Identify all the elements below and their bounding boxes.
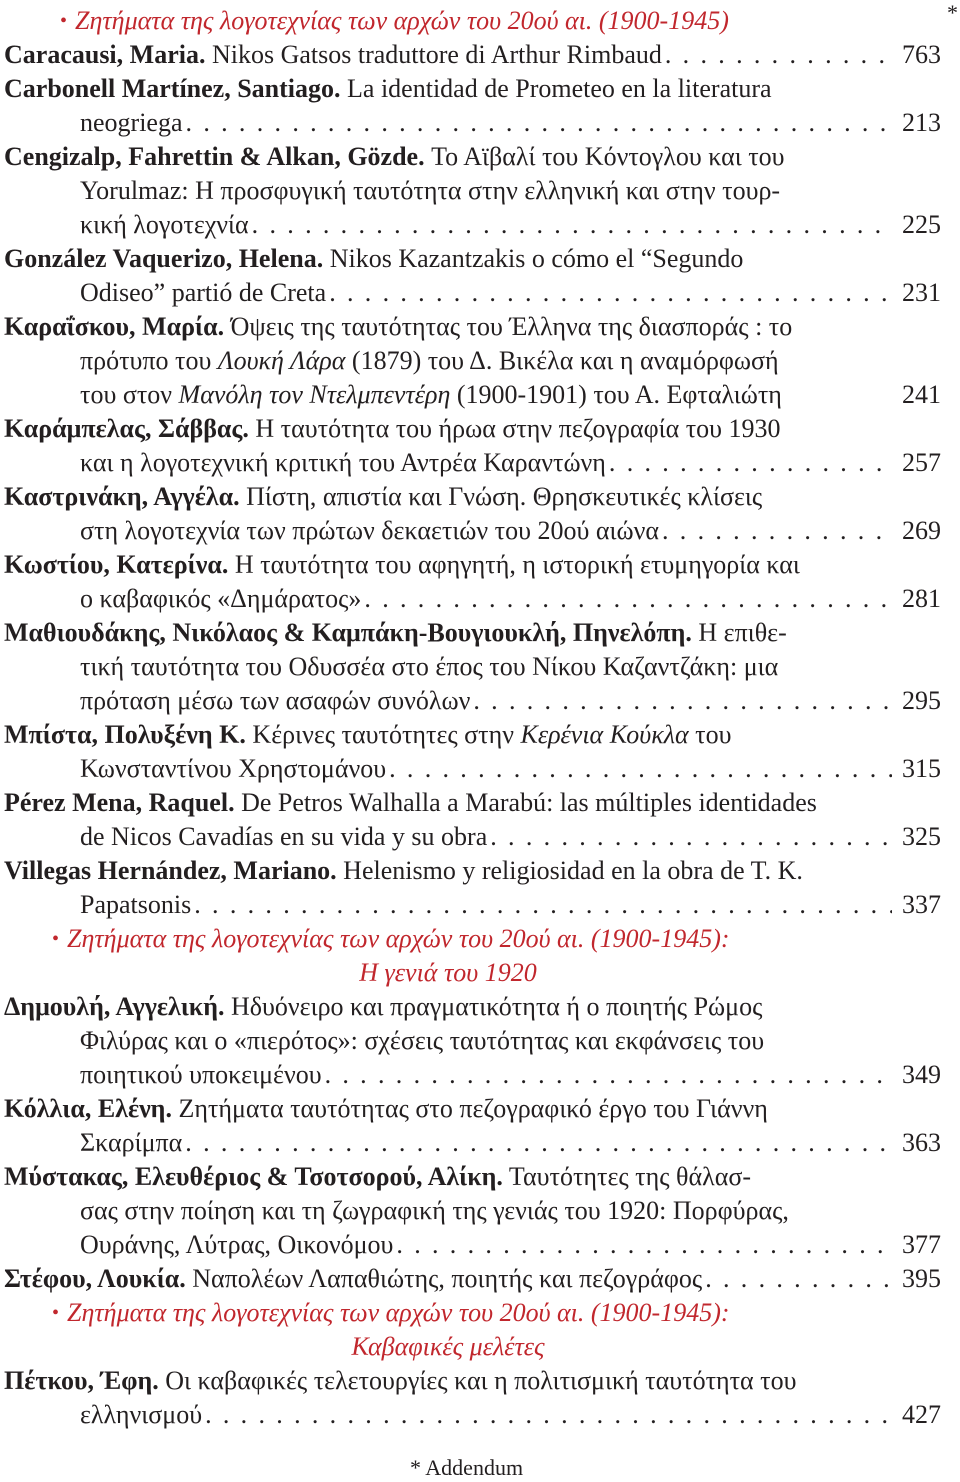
toc-entry-continuation (4, 820, 892, 854)
toc-entry-continuation (4, 344, 892, 378)
title-text: Σκαρίμπα (80, 1128, 183, 1157)
bullet-icon: • (60, 10, 68, 32)
section-subheading (4, 956, 892, 990)
author-name: Δημουλή, Αγγελική. (4, 992, 225, 1021)
author-name: Pérez Mena, Raquel. (4, 788, 235, 817)
entry-text (4, 1262, 702, 1296)
entry-text (80, 380, 782, 409)
toc-entry (4, 242, 892, 276)
entry-text (80, 176, 780, 205)
author-name: Μπίστα, Πολυξένη Κ. (4, 720, 246, 749)
addendum-marker: * (947, 0, 958, 25)
title-text: Nikos Kazantzakis o cómo el “Segundo (323, 244, 744, 273)
entry-text (80, 446, 606, 480)
entry-text (4, 618, 787, 647)
title-text: πρόταση μέσω των ασαφών συνόλων (80, 686, 471, 715)
entry-text (4, 1094, 768, 1123)
dot-leader (606, 446, 892, 480)
toc-entry-continuation (4, 1398, 892, 1432)
toc-entry-continuation (4, 684, 892, 718)
page-number: 325 (902, 822, 941, 851)
dot-leader (702, 1262, 892, 1296)
dot-leader (393, 1228, 892, 1262)
toc-entry-continuation (4, 752, 892, 786)
entry-text (4, 414, 781, 443)
section-heading-text: Ζητήματα της λογοτεχνίας των αρχών του 20ού αι. (1900-1945): (67, 924, 730, 953)
title-text: Η ταυτότητα του ήρωα στην πεζογραφία του 1930 (248, 414, 781, 443)
author-name: Καραΐσκου, Μαρία. (4, 312, 225, 341)
title-text: Η ταυτότητα του αφηγητή, η ιστορική ετυμηγορία και (228, 550, 800, 579)
title-text: Ναπολέων Λαπαθιώτης, ποιητής και πεζογράφος (185, 1264, 703, 1293)
title-text: La identidad de Prometeo en la literatura (340, 74, 772, 103)
title-text: του στον (80, 380, 179, 409)
dot-leader (662, 38, 892, 72)
entry-text (4, 992, 762, 1021)
entry-text (4, 142, 785, 171)
title-text: Yorulmaz: Η προσφυγική ταυτότητα στην ελληνική και στην τουρ- (80, 176, 781, 205)
toc-entry (4, 38, 892, 72)
title-text: Το Αϊβαλί του Κόντογλου και του (424, 142, 785, 171)
page-number: 363 (902, 1128, 941, 1157)
dot-leader (191, 888, 892, 922)
title-text: Κέρινες ταυτότητες στην (245, 720, 521, 749)
entry-text (80, 1196, 789, 1225)
author-name: Καστρινάκη, Αγγέλα. (4, 482, 240, 511)
toc-entry-continuation (4, 1024, 892, 1058)
table-of-contents (4, 4, 892, 1432)
toc-entry-continuation (4, 208, 892, 242)
title-text: ο καβαφικός «Δημάρατος» (80, 584, 362, 613)
author-name: Κόλλια, Ελένη. (4, 1094, 172, 1123)
title-text: (1879) του Δ. Βικέλα και η αναμόρφωσή (345, 346, 779, 375)
title-text: Nikos Gatsos traduttore di Arthur Rimbaud (205, 40, 662, 69)
page-number: 315 (902, 754, 941, 783)
dot-leader (183, 106, 892, 140)
toc-entry (4, 1092, 892, 1126)
section-heading (4, 4, 892, 38)
dot-leader (487, 820, 892, 854)
section-subheading-text: Η γενιά του 1920 (359, 958, 537, 987)
author-name: Caracausi, Maria. (4, 40, 206, 69)
entry-text (4, 788, 817, 817)
author-name: Πέτκου, Έφη. (4, 1366, 159, 1395)
title-text: κική λογοτεχνία (80, 210, 249, 239)
dot-leader (202, 1398, 892, 1432)
author-name: Στέφου, Λουκία. (4, 1264, 186, 1293)
page-number: 295 (902, 686, 941, 715)
title-text: τική ταυτότητα του Οδυσσέα στο έπος του Νίκου Καζαντζάκη: μια (80, 652, 779, 681)
entry-text (80, 346, 779, 375)
page-number: 377 (902, 1230, 941, 1259)
title-text: ελληνισμού (80, 1400, 203, 1429)
entry-text (80, 752, 386, 786)
toc-entry (4, 718, 892, 752)
page-number: 231 (902, 278, 941, 307)
page-number: 763 (902, 40, 941, 69)
page-number: 395 (902, 1264, 941, 1293)
footnote-addendum: * Addendum (410, 1455, 524, 1480)
page-number: 427 (902, 1400, 941, 1429)
toc-entry (4, 72, 892, 106)
dot-leader (361, 582, 892, 616)
title-text: Papatsonis (80, 890, 192, 919)
title-text: Κωνσταντίνου Χρηστομάνου (80, 754, 387, 783)
title-text: Οι καβαφικές τελετουργίες και η πολιτισμική ταυτότητα του (158, 1366, 797, 1395)
author-name: Carbonell Martínez, Santiago. (4, 74, 341, 103)
bullet-icon: • (52, 928, 60, 950)
title-text: ποιητικού υποκειμένου (80, 1060, 322, 1089)
page-number: 337 (902, 890, 941, 919)
entry-text (80, 820, 487, 854)
entry-text (4, 74, 772, 103)
title-text: neogriega (80, 108, 183, 137)
toc-entry (4, 1364, 892, 1398)
toc-entry-continuation (4, 1058, 892, 1092)
entry-text (4, 856, 803, 885)
section-heading-text: Ζητήματα της λογοτεχνίας των αρχών του 20ού αι. (1900-1945) (75, 6, 729, 35)
entry-text (80, 1398, 202, 1432)
toc-entry (4, 1262, 892, 1296)
author-name: Μύστακας, Ελευθέριος & Τσοτσορού, Αλίκη. (4, 1162, 503, 1191)
toc-entry-continuation (4, 582, 892, 616)
dot-leader (659, 514, 892, 548)
toc-entry-continuation (4, 378, 892, 412)
title-text: Odiseo” partió de Creta (80, 278, 327, 307)
title-text: Ζητήματα ταυτότητας στο πεζογραφικό έργο του Γιάννη (171, 1094, 768, 1123)
entry-text (4, 482, 762, 511)
toc-entry (4, 140, 892, 174)
toc-entry (4, 786, 892, 820)
dot-leader (470, 684, 892, 718)
title-italic: Μανόλη τον Ντελμπεντέρη (178, 380, 451, 409)
toc-entry-continuation (4, 174, 892, 208)
toc-entry-continuation (4, 1228, 892, 1262)
toc-entry (4, 990, 892, 1024)
toc-entry-continuation (4, 514, 892, 548)
toc-entry-continuation (4, 106, 892, 140)
entry-text (80, 652, 778, 681)
title-text: Ηδυόνειρο και πραγματικότητα ή ο ποιητής Ρώμος (224, 992, 763, 1021)
page-number: 213 (902, 108, 941, 137)
entry-text (80, 514, 659, 548)
dot-leader (322, 1058, 892, 1092)
entry-text (80, 1126, 182, 1160)
entry-text (4, 38, 662, 72)
toc-entry (4, 1160, 892, 1194)
title-italic: Λουκή Λάρα (217, 346, 346, 375)
toc-entry (4, 548, 892, 582)
author-name: Κωστίου, Κατερίνα. (4, 550, 229, 579)
entry-text (4, 550, 800, 579)
title-italic: Κερένια Κούκλα (520, 720, 689, 749)
toc-entry (4, 412, 892, 446)
toc-entry-continuation (4, 276, 892, 310)
entry-text (80, 888, 191, 922)
entry-text (80, 208, 249, 242)
section-heading-text: Ζητήματα της λογοτεχνίας των αρχών του 20ού αι. (1900-1945): (67, 1298, 730, 1327)
author-name: González Vaquerizo, Helena. (4, 244, 324, 273)
entry-text (80, 276, 326, 310)
page-number: 225 (902, 210, 941, 239)
toc-entry (4, 480, 892, 514)
bullet-icon: • (52, 1302, 60, 1324)
title-text: Η επιθε- (691, 618, 787, 647)
toc-entry-continuation (4, 446, 892, 480)
title-text: Ουράνης, Λύτρας, Οικονόμου (80, 1230, 394, 1259)
page-number: 281 (902, 584, 941, 613)
toc-entry-continuation (4, 1126, 892, 1160)
entry-text (4, 1162, 751, 1191)
entry-text (4, 244, 743, 273)
section-subheading (4, 1330, 892, 1364)
author-name: Μαθιουδάκης, Νικόλαος & Καμπάκη-Βουγιουκλή, Πηνελόπη. (4, 618, 692, 647)
title-text: σας στην ποίηση και τη ζωγραφική της γενιάς του 1920: Πορφύρας, (80, 1196, 789, 1225)
title-text: πρότυπο του (80, 346, 218, 375)
entry-text (80, 1058, 322, 1092)
entry-text (80, 1228, 393, 1262)
entry-text (4, 720, 731, 749)
toc-entry-continuation (4, 888, 892, 922)
author-name: Villegas Hernández, Mariano. (4, 856, 337, 885)
page-number: 241 (902, 380, 941, 409)
author-name: Cengizalp, Fahrettin & Alkan, Gözde. (4, 142, 425, 171)
title-text: Φιλύρας και ο «πιερότος»: σχέσεις ταυτότητας και εκφάνσεις του (80, 1026, 765, 1055)
dot-leader (182, 1126, 892, 1160)
title-text: Helenismo y religiosidad en la obra de T. K. (336, 856, 803, 885)
section-heading (4, 922, 892, 956)
toc-entry (4, 854, 892, 888)
title-text: (1900-1901) του Α. Εφταλιώτη (450, 380, 782, 409)
title-text: στη λογοτεχνία των πρώτων δεκαετιών του 20ού αιώνα (80, 516, 659, 545)
title-text: Όψεις της ταυτότητας του Έλληνα της διασποράς : το (224, 312, 793, 341)
entry-text (80, 1026, 764, 1055)
entry-text (80, 582, 361, 616)
toc-entry (4, 616, 892, 650)
page-number: 257 (902, 448, 941, 477)
section-subheading-text: Καβαφικές μελέτες (351, 1332, 545, 1361)
page-number: 349 (902, 1060, 941, 1089)
title-text: και η λογοτεχνική κριτική του Αντρέα Καραντώνη (80, 448, 606, 477)
page-number: 269 (902, 516, 941, 545)
entry-text (4, 1366, 797, 1395)
dot-leader (386, 752, 892, 786)
author-name: Καράμπελας, Σάββας. (4, 414, 249, 443)
title-text: του (688, 720, 732, 749)
title-text: de Nicos Cavadías en su vida y su obra (80, 822, 488, 851)
dot-leader (326, 276, 892, 310)
entry-text (80, 684, 470, 718)
toc-entry-continuation (4, 650, 892, 684)
dot-leader (249, 208, 892, 242)
toc-entry (4, 310, 892, 344)
title-text: De Petros Walhalla a Marabú: las múltiples identidades (234, 788, 817, 817)
entry-text (80, 106, 183, 140)
title-text: Πίστη, απιστία και Γνώση. Θρησκευτικές κλίσεις (239, 482, 763, 511)
title-text: Ταυτότητες της θάλασ- (502, 1162, 751, 1191)
section-heading (4, 1296, 892, 1330)
toc-entry-continuation (4, 1194, 892, 1228)
entry-text (4, 312, 792, 341)
